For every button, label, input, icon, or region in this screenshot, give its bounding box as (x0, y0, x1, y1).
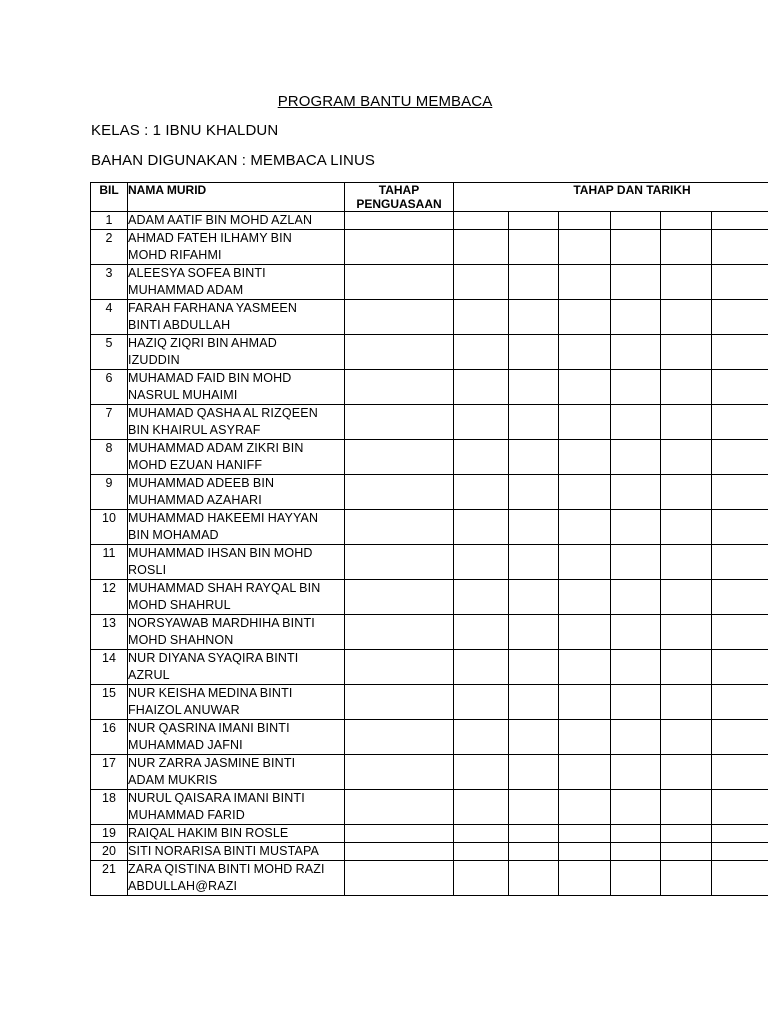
student-name-line1: AHMAD FATEH ILHAMY BIN (128, 231, 292, 245)
tahap-tarikh-cell (661, 475, 712, 510)
tahap-tarikh-cell (611, 720, 661, 755)
tahap-tarikh-cell (509, 440, 559, 475)
student-name-line2: MUHAMMAD FARID (128, 808, 245, 822)
student-name-line2: FHAIZOL ANUWAR (128, 703, 240, 717)
tahap-tarikh-cell (559, 440, 611, 475)
tahap-tarikh-cell (611, 335, 661, 370)
student-name (128, 755, 345, 790)
tahap-tarikh-cell (454, 755, 509, 790)
tahap-penguasaan-cell (345, 265, 454, 300)
student-name-line2: BIN KHAIRUL ASYRAF (128, 423, 261, 437)
tahap-tarikh-cell (454, 212, 509, 230)
tahap-tarikh-cell (559, 825, 611, 843)
class-label: KELAS : 1 IBNU KHALDUN (91, 122, 279, 139)
tahap-tarikh-cell (611, 212, 661, 230)
tahap-tarikh-cell (559, 720, 611, 755)
tahap-tarikh-cell (559, 405, 611, 440)
student-name-line1: ADAM AATIF BIN MOHD AZLAN (128, 213, 313, 227)
tahap-penguasaan-cell (345, 615, 454, 650)
header-tahap-penguasaan (345, 183, 454, 212)
tahap-tarikh-cell (611, 755, 661, 790)
table-row (91, 475, 768, 510)
tahap-tarikh-cell (509, 861, 559, 896)
table-row (91, 755, 768, 790)
row-number: 5 (91, 335, 128, 370)
tahap-tarikh-cell (661, 685, 712, 720)
student-name-line1: SITI NORARISA BINTI MUSTAPA (128, 844, 320, 858)
row-number: 18 (91, 790, 128, 825)
student-name-line2: MOHD RIFAHMI (128, 248, 222, 262)
row-number: 3 (91, 265, 128, 300)
tahap-penguasaan-cell (345, 335, 454, 370)
student-name (128, 790, 345, 825)
tahap-penguasaan-cell (345, 440, 454, 475)
tahap-tarikh-cell (509, 510, 559, 545)
tahap-tarikh-cell (712, 545, 768, 580)
row-number: 13 (91, 615, 128, 650)
table-header-row (91, 183, 768, 212)
tahap-tarikh-cell (661, 212, 712, 230)
row-number: 7 (91, 405, 128, 440)
tahap-tarikh-cell (611, 265, 661, 300)
student-name (128, 685, 345, 720)
table-row (91, 370, 768, 405)
student-name-line2: BINTI ABDULLAH (128, 318, 231, 332)
tahap-tarikh-cell (661, 843, 712, 861)
student-name (128, 405, 345, 440)
student-table (90, 182, 768, 896)
tahap-tarikh-cell (712, 475, 768, 510)
tahap-tarikh-cell (454, 475, 509, 510)
row-number: 8 (91, 440, 128, 475)
tahap-tarikh-cell (559, 790, 611, 825)
tahap-tarikh-cell (509, 370, 559, 405)
row-number: 19 (91, 825, 128, 843)
tahap-tarikh-cell (661, 405, 712, 440)
row-number: 2 (91, 230, 128, 265)
tahap-tarikh-cell (611, 650, 661, 685)
tahap-penguasaan-cell (345, 755, 454, 790)
student-name (128, 265, 345, 300)
tahap-tarikh-cell (509, 335, 559, 370)
tahap-penguasaan-cell (345, 370, 454, 405)
table-row (91, 580, 768, 615)
tahap-tarikh-cell (509, 405, 559, 440)
tahap-tarikh-cell (509, 475, 559, 510)
student-name (128, 843, 345, 861)
row-number: 1 (91, 212, 128, 230)
tahap-tarikh-cell (559, 370, 611, 405)
tahap-penguasaan-cell (345, 861, 454, 896)
tahap-tarikh-cell (509, 212, 559, 230)
student-name (128, 650, 345, 685)
student-name-line1: MUHAMAD QASHA AL RIZQEEN (128, 406, 318, 420)
table-row (91, 335, 768, 370)
tahap-tarikh-cell (509, 615, 559, 650)
tahap-tarikh-cell (712, 861, 768, 896)
tahap-tarikh-cell (559, 861, 611, 896)
tahap-tarikh-cell (661, 825, 712, 843)
tahap-penguasaan-cell (345, 545, 454, 580)
tahap-tarikh-cell (454, 300, 509, 335)
tahap-tarikh-cell (559, 580, 611, 615)
tahap-tarikh-cell (559, 335, 611, 370)
tahap-tarikh-cell (509, 790, 559, 825)
tahap-tarikh-cell (611, 230, 661, 265)
tahap-tarikh-cell (454, 545, 509, 580)
tahap-tarikh-cell (661, 720, 712, 755)
tahap-tarikh-cell (454, 440, 509, 475)
page-title: PROGRAM BANTU MEMBACA (277, 93, 493, 110)
tahap-tarikh-cell (509, 230, 559, 265)
tahap-tarikh-cell (509, 580, 559, 615)
student-name-line2: ABDULLAH@RAZI (128, 879, 238, 893)
tahap-tarikh-cell (712, 212, 768, 230)
student-name (128, 615, 345, 650)
tahap-penguasaan-cell (345, 843, 454, 861)
tahap-tarikh-cell (454, 825, 509, 843)
table-row (91, 615, 768, 650)
table-row (91, 440, 768, 475)
student-name (128, 825, 345, 843)
tahap-tarikh-cell (559, 300, 611, 335)
tahap-tarikh-cell (454, 790, 509, 825)
tahap-tarikh-cell (661, 861, 712, 896)
tahap-tarikh-cell (712, 405, 768, 440)
row-number: 9 (91, 475, 128, 510)
tahap-tarikh-cell (661, 300, 712, 335)
tahap-tarikh-cell (611, 825, 661, 843)
row-number: 21 (91, 861, 128, 896)
student-name-line1: RAIQAL HAKIM BIN ROSLE (128, 826, 289, 840)
material-label: BAHAN DIGUNAKAN : MEMBACA LINUS (91, 152, 375, 169)
table-row (91, 300, 768, 335)
row-number: 6 (91, 370, 128, 405)
student-name-line1: ZARA QISTINA BINTI MOHD RAZI (128, 862, 325, 876)
tahap-penguasaan-cell (345, 650, 454, 685)
tahap-tarikh-cell (509, 825, 559, 843)
tahap-tarikh-cell (611, 370, 661, 405)
row-number: 17 (91, 755, 128, 790)
student-name-line1: MUHAMMAD IHSAN BIN MOHD (128, 546, 313, 560)
tahap-penguasaan-cell (345, 475, 454, 510)
tahap-tarikh-cell (509, 650, 559, 685)
tahap-tarikh-cell (712, 510, 768, 545)
student-name-line1: HAZIQ ZIQRI BIN AHMAD (128, 336, 277, 350)
tahap-tarikh-cell (509, 755, 559, 790)
tahap-tarikh-cell (509, 265, 559, 300)
student-name-line1: FARAH FARHANA YASMEEN (128, 301, 298, 315)
tahap-tarikh-cell (661, 265, 712, 300)
tahap-tarikh-cell (712, 230, 768, 265)
row-number: 10 (91, 510, 128, 545)
header-tahap-line2: PENGUASAAN (356, 197, 442, 211)
student-name-line2: MUHAMMAD AZAHARI (128, 493, 262, 507)
header-nama-murid: NAMA MURID (128, 183, 345, 212)
tahap-tarikh-cell (454, 370, 509, 405)
tahap-tarikh-cell (611, 300, 661, 335)
tahap-tarikh-cell (712, 650, 768, 685)
tahap-tarikh-cell (712, 300, 768, 335)
student-name-line1: MUHAMMAD SHAH RAYQAL BIN (128, 581, 321, 595)
student-name (128, 861, 345, 896)
tahap-tarikh-cell (712, 580, 768, 615)
tahap-tarikh-cell (712, 615, 768, 650)
table-row (91, 790, 768, 825)
tahap-penguasaan-cell (345, 790, 454, 825)
tahap-tarikh-cell (454, 615, 509, 650)
student-name-line2: AZRUL (128, 668, 170, 682)
student-name (128, 335, 345, 370)
tahap-tarikh-cell (454, 265, 509, 300)
table-row (91, 212, 768, 230)
student-name-line1: NORSYAWAB MARDHIHA BINTI (128, 616, 315, 630)
student-name-line1: MUHAMAD FAID BIN MOHD (128, 371, 292, 385)
table-row (91, 510, 768, 545)
tahap-tarikh-cell (454, 335, 509, 370)
tahap-tarikh-cell (661, 650, 712, 685)
tahap-tarikh-cell (559, 615, 611, 650)
tahap-tarikh-cell (454, 510, 509, 545)
tahap-tarikh-cell (454, 685, 509, 720)
table-row (91, 265, 768, 300)
student-name-line2: NASRUL MUHAIMI (128, 388, 238, 402)
tahap-tarikh-cell (611, 475, 661, 510)
tahap-tarikh-cell (611, 790, 661, 825)
tahap-tarikh-cell (712, 685, 768, 720)
table-row (91, 405, 768, 440)
row-number: 16 (91, 720, 128, 755)
table-body (91, 212, 768, 896)
tahap-penguasaan-cell (345, 300, 454, 335)
student-name-line2: MOHD SHAHNON (128, 633, 234, 647)
tahap-penguasaan-cell (345, 685, 454, 720)
student-name-line1: MUHAMMAD ADEEB BIN (128, 476, 275, 490)
tahap-tarikh-cell (454, 861, 509, 896)
row-number: 12 (91, 580, 128, 615)
student-name-line1: NUR QASRINA IMANI BINTI (128, 721, 290, 735)
tahap-tarikh-cell (712, 825, 768, 843)
tahap-tarikh-cell (712, 790, 768, 825)
tahap-tarikh-cell (454, 720, 509, 755)
student-name (128, 300, 345, 335)
tahap-penguasaan-cell (345, 212, 454, 230)
row-number: 15 (91, 685, 128, 720)
tahap-penguasaan-cell (345, 405, 454, 440)
table-row (91, 545, 768, 580)
tahap-tarikh-cell (661, 615, 712, 650)
tahap-tarikh-cell (559, 212, 611, 230)
tahap-tarikh-cell (611, 440, 661, 475)
table-row (91, 650, 768, 685)
tahap-tarikh-cell (611, 510, 661, 545)
row-number: 20 (91, 843, 128, 861)
student-name-line2: MOHD EZUAN HANIFF (128, 458, 263, 472)
tahap-tarikh-cell (559, 685, 611, 720)
student-name (128, 440, 345, 475)
tahap-tarikh-cell (559, 475, 611, 510)
table-row (91, 720, 768, 755)
tahap-tarikh-cell (509, 843, 559, 861)
student-name-line1: NURUL QAISARA IMANI BINTI (128, 791, 305, 805)
tahap-tarikh-cell (661, 580, 712, 615)
tahap-tarikh-cell (611, 615, 661, 650)
header-tahap-line1: TAHAP (378, 183, 420, 197)
tahap-penguasaan-cell (345, 580, 454, 615)
tahap-tarikh-cell (712, 265, 768, 300)
tahap-tarikh-cell (712, 755, 768, 790)
tahap-tarikh-cell (559, 545, 611, 580)
tahap-penguasaan-cell (345, 825, 454, 843)
student-name (128, 720, 345, 755)
student-name (128, 230, 345, 265)
tahap-tarikh-cell (611, 405, 661, 440)
student-name-line2: IZUDDIN (128, 353, 180, 367)
row-number: 14 (91, 650, 128, 685)
student-name (128, 545, 345, 580)
tahap-tarikh-cell (661, 510, 712, 545)
student-name-line1: MUHAMMAD HAKEEMI HAYYAN (128, 511, 319, 525)
student-name-line1: NUR ZARRA JASMINE BINTI (128, 756, 296, 770)
student-name-line2: ADAM MUKRIS (128, 773, 218, 787)
tahap-tarikh-cell (454, 230, 509, 265)
tahap-tarikh-cell (611, 843, 661, 861)
table-row (91, 843, 768, 861)
tahap-tarikh-cell (454, 843, 509, 861)
header-tahap-dan-tarikh: TAHAP DAN TARIKH (454, 183, 768, 212)
row-number: 11 (91, 545, 128, 580)
table-row (91, 685, 768, 720)
tahap-tarikh-cell (661, 230, 712, 265)
tahap-tarikh-cell (661, 755, 712, 790)
tahap-tarikh-cell (454, 405, 509, 440)
tahap-tarikh-cell (712, 370, 768, 405)
tahap-penguasaan-cell (345, 720, 454, 755)
tahap-tarikh-cell (454, 580, 509, 615)
tahap-tarikh-cell (559, 510, 611, 545)
tahap-tarikh-cell (712, 335, 768, 370)
student-name-line2: MOHD SHAHRUL (128, 598, 231, 612)
tahap-penguasaan-cell (345, 510, 454, 545)
student-name-line1: ALEESYA SOFEA BINTI (128, 266, 266, 280)
tahap-tarikh-cell (661, 790, 712, 825)
tahap-tarikh-cell (611, 685, 661, 720)
tahap-tarikh-cell (454, 650, 509, 685)
student-name (128, 580, 345, 615)
tahap-tarikh-cell (509, 545, 559, 580)
tahap-tarikh-cell (559, 265, 611, 300)
row-number: 4 (91, 300, 128, 335)
student-name-line2: MUHAMMAD ADAM (128, 283, 244, 297)
tahap-tarikh-cell (661, 440, 712, 475)
tahap-tarikh-cell (611, 580, 661, 615)
tahap-tarikh-cell (559, 843, 611, 861)
student-name-line1: NUR KEISHA MEDINA BINTI (128, 686, 293, 700)
student-name-line2: MUHAMMAD JAFNI (128, 738, 243, 752)
tahap-tarikh-cell (712, 843, 768, 861)
tahap-tarikh-cell (611, 861, 661, 896)
student-name-line2: BIN MOHAMAD (128, 528, 219, 542)
student-name (128, 212, 345, 230)
student-name-line1: MUHAMMAD ADAM ZIKRI BIN (128, 441, 304, 455)
tahap-tarikh-cell (661, 370, 712, 405)
table-row (91, 861, 768, 896)
tahap-tarikh-cell (712, 440, 768, 475)
tahap-tarikh-cell (559, 650, 611, 685)
tahap-tarikh-cell (509, 720, 559, 755)
tahap-tarikh-cell (559, 230, 611, 265)
student-name-line2: ROSLI (128, 563, 167, 577)
table-row (91, 230, 768, 265)
student-name (128, 370, 345, 405)
table-row (91, 825, 768, 843)
student-name (128, 510, 345, 545)
tahap-tarikh-cell (559, 755, 611, 790)
tahap-tarikh-cell (661, 335, 712, 370)
header-bil: BIL (91, 183, 128, 212)
tahap-tarikh-cell (509, 300, 559, 335)
tahap-penguasaan-cell (345, 230, 454, 265)
tahap-tarikh-cell (509, 685, 559, 720)
student-name (128, 475, 345, 510)
tahap-tarikh-cell (611, 545, 661, 580)
tahap-tarikh-cell (712, 720, 768, 755)
tahap-tarikh-cell (661, 545, 712, 580)
student-name-line1: NUR DIYANA SYAQIRA BINTI (128, 651, 299, 665)
